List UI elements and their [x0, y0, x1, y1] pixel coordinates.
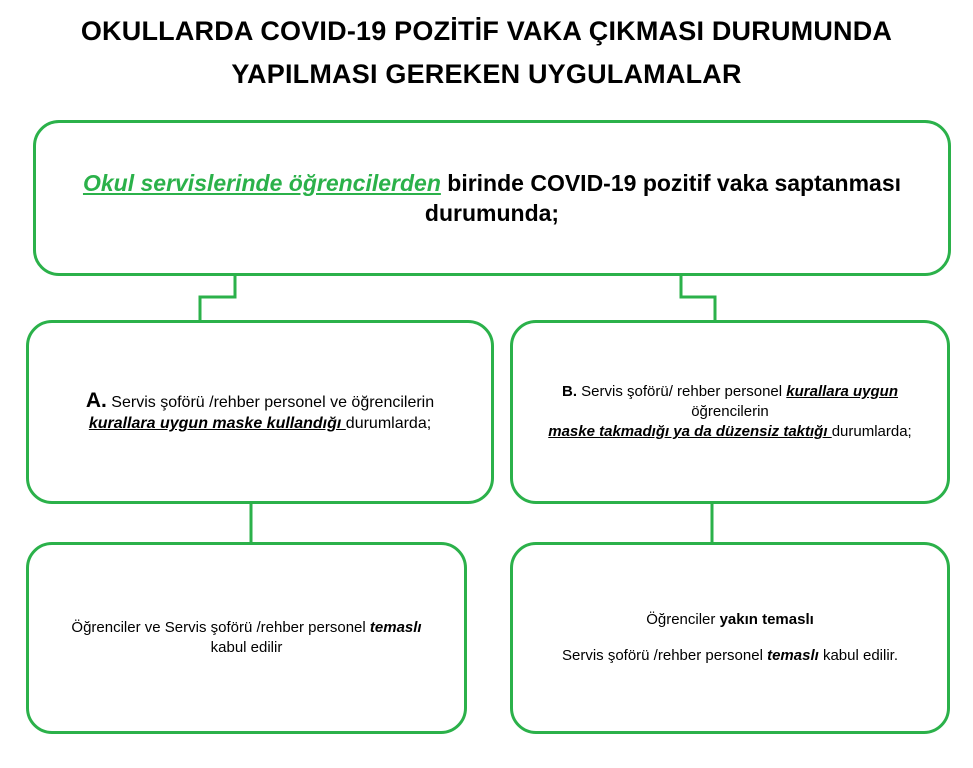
outcome-b-emphasis: temaslı [767, 647, 819, 664]
scenario-text-1: birinde COVID-19 pozitif vaka saptanması [440, 170, 902, 196]
connector-top-to-b [681, 276, 715, 320]
diagram-title-line-2: YAPILMASI GEREKEN UYGULAMALAR [231, 59, 742, 89]
case-b-line-3 [548, 422, 911, 442]
case-b-emphasis-2: maske takmadığı ya da düzensiz taktığı [548, 423, 832, 440]
outcome-b-text-1: Öğrenciler [646, 611, 720, 628]
case-b-text-1: Servis şoförü/ rehber personel [577, 383, 787, 400]
case-a-emphasis: kurallara uygun maske kullandığı [88, 415, 346, 432]
case-b-text-3: durumlarda; [831, 423, 912, 440]
case-b-box [510, 320, 950, 504]
case-a-letter: A. [85, 389, 107, 412]
case-a-line-1 [86, 390, 434, 413]
scenario-line-1 [83, 168, 901, 198]
case-a-box [26, 320, 494, 504]
scenario-highlight: Okul servislerinde öğrencilerden [82, 170, 441, 196]
outcome-b-line-1 [646, 610, 814, 630]
case-a-text-2: durumlarda; [345, 415, 432, 432]
outcome-b-box [510, 542, 950, 734]
outcome-b-text-3: kabul edilir. [818, 647, 899, 664]
outcome-a-box [26, 542, 467, 734]
outcome-a-text-1: Öğrenciler ve Servis şoförü /rehber personel [71, 619, 370, 636]
outcome-b-line-2 [562, 646, 898, 666]
connector-top-to-a [200, 276, 235, 320]
case-b-emphasis-1: kurallara uygun [786, 383, 898, 400]
outcome-a-emphasis: temaslı [369, 619, 422, 636]
scenario-box [33, 120, 951, 276]
scenario-text-2: durumunda; [424, 200, 560, 226]
outcome-b-text-2: Servis şoförü /rehber personel [561, 647, 768, 664]
outcome-a-line-1 [71, 618, 421, 638]
case-b-text-2: öğrencilerin [691, 403, 769, 420]
case-a-text-1: Servis şoförü /rehber personel ve öğrencilerin [106, 394, 435, 411]
outcome-b-bold: yakın temaslı [719, 611, 814, 628]
case-b-letter: B. [562, 383, 577, 400]
case-b-line-1 [562, 382, 898, 402]
outcome-a-text-2: kabul edilir [210, 639, 283, 656]
case-a-line-2 [89, 413, 431, 434]
diagram-title-line-1: OKULLARDA COVID-19 POZİTİF VAKA ÇIKMASI DURUMUNDA [80, 16, 893, 46]
